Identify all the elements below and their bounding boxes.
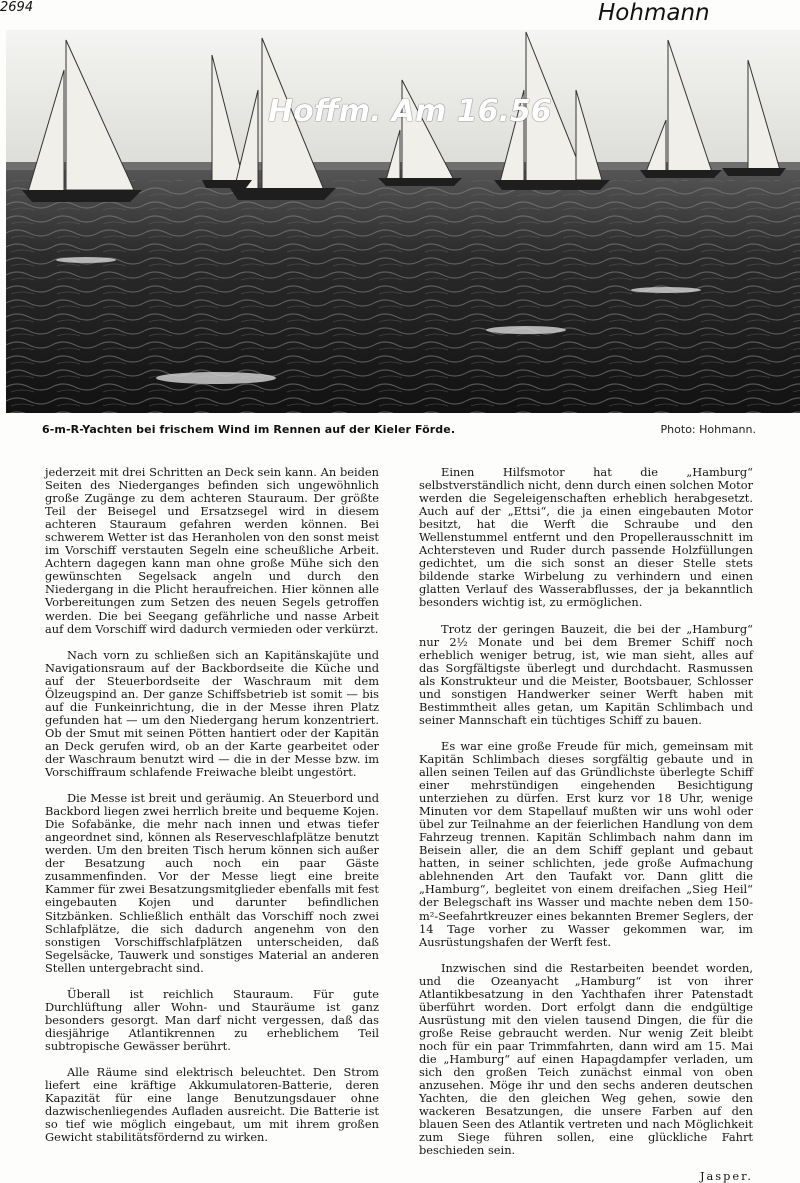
paragraph: Trotz der geringen Bauzeit, die bei der „Hamburg“ nur 2½ Monate und bei dem Bremer Schiff noch erheblich weniger betrug, ist, wie man sieht, alles auf das Sorgfältigste überlegt und durchdacht. Rasmussen als Konstrukteur und die Meister, Bootsbauer, Schlosser und sonstigen Handwerker seiner Werft haben mit Bestimmtheit alles getan, um Kapitän Schlimbach und seiner Mannschaft ein tüchtiges Schiff zu bauen. (419, 621, 753, 727)
yacht-race-image (6, 30, 800, 413)
article-column-right (419, 466, 753, 1183)
author-signature: Jasper. (699, 1169, 753, 1183)
article-column-left (45, 466, 379, 1157)
paragraph: Einen Hilfsmotor hat die „Hamburg“ selbstverständlich nicht, denn durch einen solchen Motor werden die Segeleigenschaften erheblich herabgesetzt. Auch auf der „Ettsi“, die ja einen eingebauten Motor besitzt, hat die Werft die Schraube und den Wellenstummel entfernt und den Propellerausschnitt im Achtersteven und Ruder durch passende Holzfüllungen gedichtet, um die sich sonst an dieser Stelle stets bildende starke Wirbelung zu verhindern und einen glatten Verlauf des Wasserabflusses, der ja bekanntlich besonders wichtig ist, zu ermöglichen. (419, 465, 753, 610)
handwritten-page-number: 2694 (0, 0, 34, 15)
handwritten-name: Hohmann (598, 0, 710, 26)
paragraph: Nach vorn zu schließen sich an Kapitänskajüte und Navigationsraum auf der Backbordseite die Küche und auf der Steuerbordseite der Waschraum mit dem Ölzeugspind an. Der ganze Schiffsbetrieb ist somit — bis auf die Funkeinrichtung, die in der Messe ihren Platz gefunden hat — um den Niedergang herum konzentriert. Ob der Smut mit seinen Pötten hantiert oder der Kapitän an Deck gerufen wird, ob an der Karte gearbeitet oder der Waschraum benutzt wird — die in der Messe bzw. im Vorschiffraum schlafende Freiwache bleibt ungestört. (45, 647, 379, 780)
paragraph: jederzeit mit drei Schritten an Deck sein kann. An beiden Seiten des Niederganges befinden sich ungewöhnlich große Zugänge zu dem achteren Stauraum. Der größte Teil der Beisegel und Ersatzsegel wird in diesem achteren Stauraum gefahren werden können. Bei schwerem Wetter ist das Heranholen von den sonst meist im Vorschiff verstauten Segeln eine scheußliche Arbeit. Achtern dagegen kann man ohne große Mühe sich den gewünschten Segelsack angeln und durch den Niedergang in die Plicht heraufreichen. Hier können alle Vorbereitungen zum Setzen des neuen Segels getroffen werden. Die bei Seegang gefährliche und nasse Arbeit auf dem Vorschiff wird dadurch vermieden oder verkürzt. (45, 465, 379, 636)
paragraph: Alle Räume sind elektrisch beleuchtet. Den Strom liefert eine kräftige Akkumulatoren-Batterie, deren Kapazität für eine lange Benutzungsdauer ohne dazwischenliegendes Aufladen ausreicht. Die Batterie ist so tief wie möglich eingebaut, um mit ihrem großen Gewicht stabilitätsfördernd zu wirken. (45, 1064, 379, 1145)
handwritten-note: Hoffm. Am 16.56 (268, 94, 552, 129)
paragraph: Inzwischen sind die Restarbeiten beendet worden, und die Ozeanyacht „Hamburg“ ist von ihrer Atlantikbesatzung in den Yachthafen ihrer Patenstadt überführt worden. Dort erfolgt dann die endgültige Ausrüstung mit den vielen tausend Dingen, die für die große Reise gebraucht werden. Nur wenig Zeit bleibt noch für ein paar Trimmfahrten, dann wird am 15. Mai die „Hamburg“ auf einen Hapagdampfer verladen, um sich den großen Teich zunächst einmal von oben anzusehen. Möge ihr und den sechs anderen deutschen Yachten, die den gleichen Weg gehen, sowie den wackeren Besatzungen, die unsere Farben auf den blauen Seen des Atlantik vertreten und nach Möglichkeit zum Siege führen sollen, eine glückliche Fahrt beschieden sein. (419, 960, 753, 1158)
photo-caption: 6-m-R-Yachten bei frischem Wind im Rennen auf der Kieler Förde. (42, 423, 456, 436)
paragraph: Überall ist reichlich Stauraum. Für gute Durchlüftung aller Wohn- und Stauräume ist ganz besonders gesorgt. Man darf nicht vergessen, daß das diesjährige Atlantikrennen zu erheblichem Teil subtropische Gewässer berührt. (45, 986, 379, 1053)
paragraph: Es war eine große Freude für mich, gemeinsam mit Kapitän Schlimbach dieses sorgfältig gebaute und in allen seinen Teilen auf das Gründlichste überlegte Schiff einer mehrstündigen eingehenden Besichtigung unterziehen zu dürfen. Erst kurz vor 18 Uhr, wenige Minuten vor dem Stapellauf mußten wir uns wohl oder übel zur Teilnahme an der feierlichen Handlung von dem Fahrzeug trennen. Kapitän Schlimbach nahm dann im Beisein aller, die an dem Schiff geplant und gebaut hatten, in seiner schlichten, jede große Aufmachung ablehnenden Art den Taufakt vor. Dann glitt die „Hamburg“, begleitet von einem dreifachen „Sieg Heil“ der Belegschaft ins Wasser und machte neben dem 150-m²-Seefahrtkreuzer eines bekannten Bremer Seglers, der 14 Tage vorher zu Wasser gekommen war, im Ausrüstungshafen der Werft fest. (419, 738, 753, 949)
photo-credit: Photo: Hohmann. (660, 423, 756, 436)
sailing-photo (6, 30, 800, 413)
paragraph: Die Messe ist breit und geräumig. An Steuerbord und Backbord liegen zwei herrlich breite und bequeme Kojen. Die Sofabänke, die mehr nach innen und etwas tiefer angeordnet sind, können als Reserveschlafplätze benutzt werden. Um den breiten Tisch herum können sich außer der Besatzung auch noch ein paar Gäste zusammenfinden. Vor der Messe liegt eine breite Kammer für zwei Besatzungsmitglieder ebenfalls mit fest eingebauten Kojen und darunter befindlichen Sitzbänken. Schließlich enthält das Vorschiff noch zwei Schlafplätze, die sich dadurch angenehm von den sonstigen Vorschiffschlafplätzen unterscheiden, daß Segelsäcke, Tauwerk und sonstiges Material an anderen Stellen untergebracht sind. (45, 791, 379, 975)
